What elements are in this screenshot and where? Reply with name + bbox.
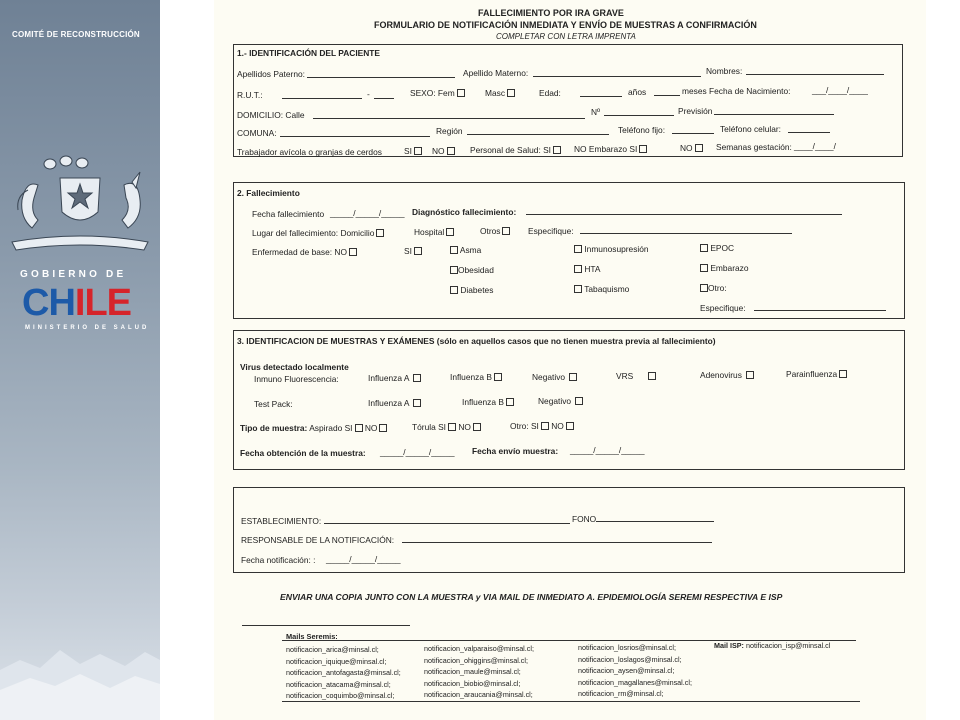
nombres-label: Nombres: [706, 66, 743, 76]
mountain-decoration [0, 630, 160, 720]
mail-isp-label: Mail ISP: [714, 641, 744, 650]
right-margin [926, 0, 960, 720]
nombres-field[interactable] [746, 74, 884, 75]
inmunosupresion-option[interactable] [572, 244, 649, 254]
asma-option[interactable] [448, 245, 481, 255]
otro-no-checkbox[interactable] [566, 422, 574, 430]
mail-column-1 [286, 644, 401, 702]
chile-logo-ch: CH [22, 282, 75, 324]
trabajador-no[interactable] [432, 146, 455, 156]
if-parainfluenza-label: Parainfluenza [786, 369, 838, 379]
fecha-envio-field[interactable]: _____/_____/_____ [570, 445, 645, 455]
fecha-fallecimiento-field[interactable]: _____/_____/_____ [330, 208, 405, 218]
tp-influenza-a-label: Influenza A [368, 398, 409, 408]
mails-seremis-label: Mails Seremis: [286, 632, 338, 641]
diagnostico-field[interactable] [526, 214, 842, 215]
establecimiento-field[interactable] [324, 523, 570, 524]
tp-negativo-checkbox[interactable] [575, 397, 583, 405]
telefono-celular-field[interactable] [788, 132, 830, 133]
apellido-paterno-field[interactable] [307, 77, 455, 78]
embarazo-no-label: NO [680, 143, 693, 153]
diabetes-option[interactable] [448, 285, 493, 295]
trabajador-si-checkbox[interactable] [414, 147, 422, 155]
tipo-muestra [240, 423, 387, 433]
region-label: Región [436, 126, 463, 136]
anos-label: años [628, 87, 647, 97]
mail-rm[interactable]: notificacion_rm@minsal.cl; [578, 689, 664, 698]
mail-ohiggins[interactable]: notificacion_ohiggins@minsal.cl; [424, 655, 528, 665]
gobierno-de-label: GOBIERNO DE [20, 269, 127, 280]
mail-isp-address[interactable]: notificacion_isp@minsal.cl [745, 641, 831, 650]
embarazo-si-checkbox[interactable] [639, 145, 647, 153]
tipo-muestra-label: Tipo de muestra: [240, 423, 308, 433]
obesidad-option[interactable] [448, 265, 494, 275]
mail-araucania[interactable]: notificacion_araucania@minsal.cl; [424, 690, 533, 699]
sexo-masc-checkbox[interactable] [507, 89, 515, 97]
fecha-notificacion-label: Fecha notificación: : [241, 555, 316, 565]
enfermedad-base-si[interactable] [404, 246, 422, 256]
footer-rule [242, 625, 410, 626]
lugar-otros[interactable] [480, 226, 510, 236]
fecha-envio-label: Fecha envío muestra: [472, 446, 559, 456]
sidebar [0, 0, 160, 720]
torula-si-checkbox[interactable] [448, 423, 456, 431]
especifique-enfermedad-label: Especifique: [700, 303, 746, 313]
if-influenza-b-checkbox[interactable] [494, 373, 502, 381]
mail-column-3 [578, 642, 692, 700]
inmunosupresion-label: Inmunosupresión [584, 244, 649, 254]
numero-field[interactable] [604, 115, 674, 116]
asma-label: Asma [459, 245, 482, 255]
apellido-paterno-label: Apellidos Paterno: [237, 69, 305, 79]
mail-arica[interactable]: notificacion_arica@minsal.cl; [286, 645, 379, 654]
if-adenovirus-label: Adenovirus [700, 370, 742, 380]
establecimiento-label: ESTABLECIMIENTO: [241, 516, 322, 526]
section-1-title: 1.- IDENTIFICACIÓN DEL PACIENTE [237, 48, 381, 58]
aspirado-no-label: NO [364, 423, 378, 433]
fecha-notificacion-field[interactable]: _____/_____/_____ [326, 554, 401, 564]
telefono-fijo-label: Teléfono fijo: [618, 125, 666, 135]
enviar-instruction: ENVIAR UNA COPIA JUNTO CON LA MUESTRA y VIA MAIL DE INMEDIATO A. EPIDEMIOLOGÍA SEREMI RESPECTIVA E ISP [280, 592, 783, 602]
mail-isp [714, 641, 830, 650]
test-pack-label: Test Pack: [254, 399, 293, 409]
section-2-title: 2. Fallecimiento [237, 188, 300, 198]
numero-label: Nº [591, 107, 601, 117]
epoc-option[interactable] [698, 243, 734, 253]
responsable-label: RESPONSABLE DE LA NOTIFICACIÓN: [241, 535, 395, 545]
otro-si-label: Otro: SI [510, 421, 539, 431]
chile-logo-ile: ILE [74, 282, 132, 324]
prevision-label: Previsión [678, 106, 713, 116]
torula-no-checkbox[interactable] [473, 423, 481, 431]
telefono-celular-label: Teléfono celular: [720, 124, 781, 134]
tp-influenza-b[interactable] [462, 397, 514, 407]
if-adenovirus-checkbox[interactable] [746, 371, 754, 379]
torula [412, 422, 481, 432]
aspirado-si-label: Aspirado SI [309, 423, 353, 433]
epoc-label: EPOC [710, 243, 735, 253]
committee-label: COMITÉ DE RECONSTRUCCIÓN [12, 30, 140, 39]
mail-aysen[interactable]: notificacion_aysen@minsal.cl; [578, 666, 675, 675]
mail-loslagos[interactable]: notificacion_loslagos@minsal.cl; [578, 654, 682, 664]
enfermedad-no-checkbox[interactable] [349, 248, 357, 256]
obesidad-checkbox[interactable] [450, 266, 458, 274]
mail-coquimbo[interactable]: notificacion_coquimbo@minsal.cl; [286, 691, 395, 700]
if-parainfluenza-checkbox[interactable] [839, 370, 847, 378]
mails-bottom-rule [282, 701, 860, 702]
personal-salud-label: Personal de Salud: SI [470, 145, 552, 155]
if-influenza-a-checkbox[interactable] [413, 374, 421, 382]
responsable-field[interactable] [402, 542, 712, 543]
semanas-gestacion-label: Semanas gestación: [716, 142, 792, 152]
virus-detectado-label: Virus detectado localmente [240, 362, 349, 372]
mail-antofagasta[interactable]: notificacion_antofagasta@minsal.cl; [286, 668, 401, 677]
mail-magallanes[interactable]: notificacion_magallanes@minsal.cl; [578, 677, 692, 687]
if-negativo-checkbox[interactable] [569, 373, 577, 381]
telefono-fijo-field[interactable] [672, 133, 714, 134]
semanas-gestacion-field[interactable]: ____/____/ [794, 141, 836, 151]
if-adenovirus[interactable] [700, 370, 754, 380]
rut-label: R.U.T.: [237, 90, 263, 100]
edad-anos-field[interactable] [580, 96, 622, 97]
personal-salud[interactable] [470, 145, 561, 155]
tp-influenza-b-label: Influenza B [462, 397, 504, 407]
inmuno-fluorescencia-label: Inmuno Fluorescencia: [254, 374, 339, 384]
edad-meses-field[interactable] [654, 95, 680, 96]
rut-dv-field[interactable] [374, 98, 394, 99]
chile-logo [22, 283, 142, 323]
fecha-nacimiento-field[interactable]: ___/____/____ [812, 85, 868, 95]
form-subtitle: FORMULARIO DE NOTIFICACIÓN INMEDIATA Y ENVÍO DE MUESTRAS A CONFIRMACIÓN [374, 20, 757, 30]
prevision-field[interactable] [714, 114, 834, 115]
domicilio-field[interactable] [313, 118, 585, 119]
if-negativo[interactable] [532, 372, 577, 382]
sexo-fem-checkbox[interactable] [457, 89, 465, 97]
tp-influenza-a-checkbox[interactable] [413, 399, 421, 407]
inmunosupresion-checkbox[interactable] [574, 245, 582, 253]
otro-muestra [510, 421, 574, 431]
form-title: FALLECIMIENTO POR IRA GRAVE [478, 8, 624, 18]
embarazo-base-checkbox[interactable] [700, 264, 708, 272]
mail-maule[interactable]: notificacion_maule@minsal.cl; [424, 667, 521, 676]
fecha-nacimiento-label: meses Fecha de Nacimiento: [682, 86, 791, 96]
enfermedad-si-label: SI [404, 246, 412, 256]
asma-checkbox[interactable] [450, 246, 458, 254]
embarazo[interactable] [574, 144, 647, 154]
epoc-checkbox[interactable] [700, 244, 708, 252]
fono-label: FONO [572, 514, 597, 524]
tp-negativo-label: Negativo [538, 396, 572, 406]
enfermedad-base-label: Enfermedad de base: NO [252, 247, 347, 257]
diabetes-checkbox[interactable] [450, 286, 458, 294]
trabajador-si-label: SI [404, 146, 412, 156]
especifique-lugar-label: Especifique: [528, 226, 574, 236]
torula-no-label: NO [458, 422, 471, 432]
if-vrs[interactable] [616, 371, 656, 381]
if-vrs-checkbox[interactable] [648, 372, 656, 380]
if-influenza-b[interactable] [450, 372, 502, 382]
gutter [160, 0, 214, 720]
edad-label: Edad: [539, 88, 561, 98]
enfermedad-si-checkbox[interactable] [414, 247, 422, 255]
domicilio-label: DOMICILIO: Calle [237, 110, 305, 120]
tabaquismo-option[interactable] [572, 284, 629, 294]
otro-option[interactable] [698, 283, 727, 293]
comuna-label: COMUNA: [237, 128, 277, 138]
if-parainfluenza[interactable] [786, 369, 847, 379]
form-instruction: COMPLETAR CON LETRA IMPRENTA [496, 32, 636, 41]
region-field[interactable] [467, 134, 609, 135]
rut-field[interactable] [282, 98, 362, 99]
lugar-domicilio[interactable] [252, 228, 384, 238]
lugar-hospital-checkbox[interactable] [446, 228, 454, 236]
apellido-materno-field[interactable] [533, 76, 701, 77]
diagnostico-label: Diagnóstico fallecimiento: [412, 207, 517, 217]
mail-biobio[interactable]: notificacion_biobio@minsal.cl; [424, 678, 521, 688]
enfermedad-base-no[interactable] [252, 247, 357, 257]
if-negativo-label: Negativo [532, 372, 566, 382]
fecha-fallecimiento-label: Fecha fallecimiento [252, 209, 325, 219]
obesidad-label: Obesidad [458, 265, 494, 275]
tp-influenza-b-checkbox[interactable] [506, 398, 514, 406]
embarazo-label: NO Embarazo SI [574, 144, 638, 154]
apellido-materno-label: Apellido Materno: [463, 68, 529, 78]
lugar-hospital[interactable] [414, 227, 454, 237]
especifique-lugar-field[interactable] [580, 233, 792, 234]
diabetes-label: Diabetes [460, 285, 494, 295]
mail-atacama[interactable]: notificacion_atacama@minsal.cl; [286, 679, 391, 689]
tp-influenza-a[interactable] [368, 398, 421, 408]
fono-field[interactable] [596, 521, 714, 522]
trabajador-no-label: NO [432, 146, 445, 156]
sexo-fem[interactable] [410, 88, 465, 98]
hta-option[interactable] [572, 264, 600, 274]
section-3-title: 3. IDENTIFICACION DE MUESTRAS Y EXÁMENES (sólo en aquellos casos que no tienen muestra previa al fallecimiento) [237, 336, 716, 346]
tabaquismo-checkbox[interactable] [574, 285, 582, 293]
lugar-hospital-label: Hospital [414, 227, 445, 237]
aspirado-si-checkbox[interactable] [355, 424, 363, 432]
mail-losrios[interactable]: notificacion_losrios@minsal.cl; [578, 643, 676, 652]
aspirado-no-checkbox[interactable] [379, 424, 387, 432]
otro-base-label: Otro: [708, 283, 727, 293]
hta-label: HTA [584, 264, 601, 274]
lugar-otros-checkbox[interactable] [502, 227, 510, 235]
fecha-obtencion-field[interactable]: _____/_____/_____ [380, 447, 455, 457]
mail-iquique[interactable]: notificacion_iquique@minsal.cl; [286, 656, 387, 666]
otro-si-checkbox[interactable] [541, 422, 549, 430]
tp-negativo[interactable] [538, 396, 583, 406]
otro-no-label: NO [551, 421, 564, 431]
trabajador-no-checkbox[interactable] [447, 147, 455, 155]
comuna-field[interactable] [280, 136, 430, 137]
lugar-otros-label: Otros [480, 226, 501, 236]
embarazo-no-checkbox[interactable] [695, 144, 703, 152]
embarazo-no[interactable] [680, 143, 703, 153]
if-vrs-label: VRS [616, 371, 634, 381]
tabaquismo-label: Tabaquismo [584, 284, 630, 294]
if-influenza-a[interactable] [368, 373, 421, 383]
torula-si-label: Tórula SI [412, 422, 446, 432]
ministerio-label: MINISTERIO DE SALUD [25, 325, 150, 331]
trabajador-si[interactable] [404, 146, 422, 156]
especifique-enfermedad-field[interactable] [754, 310, 886, 311]
otro-base-checkbox[interactable] [700, 284, 708, 292]
mail-column-2 [424, 643, 534, 701]
fecha-obtencion-label: Fecha obtención de la muestra: [240, 448, 366, 458]
sexo-fem-label: SEXO: Fem [410, 88, 455, 98]
sexo-masc-label: Masc [485, 88, 506, 98]
sexo-masc[interactable] [485, 88, 515, 98]
lugar-domicilio-label: Lugar del fallecimiento: Domicilio [252, 228, 375, 238]
if-influenza-b-label: Influenza B [450, 372, 492, 382]
coat-of-arms-icon [8, 150, 153, 260]
trabajador-avicola-label: Trabajador avícola o granjas de cerdos [237, 147, 382, 157]
notification-form-document [214, 0, 926, 720]
lugar-domicilio-checkbox[interactable] [376, 229, 384, 237]
rut-dash: - [367, 89, 370, 99]
embarazo-base-label: Embarazo [710, 263, 749, 273]
hta-checkbox[interactable] [574, 265, 582, 273]
personal-salud-si-checkbox[interactable] [553, 146, 561, 154]
embarazo-option[interactable] [698, 263, 749, 273]
if-influenza-a-label: Influenza A [368, 373, 409, 383]
mail-valparaiso[interactable]: notificacion_valparaiso@minsal.cl; [424, 644, 534, 653]
